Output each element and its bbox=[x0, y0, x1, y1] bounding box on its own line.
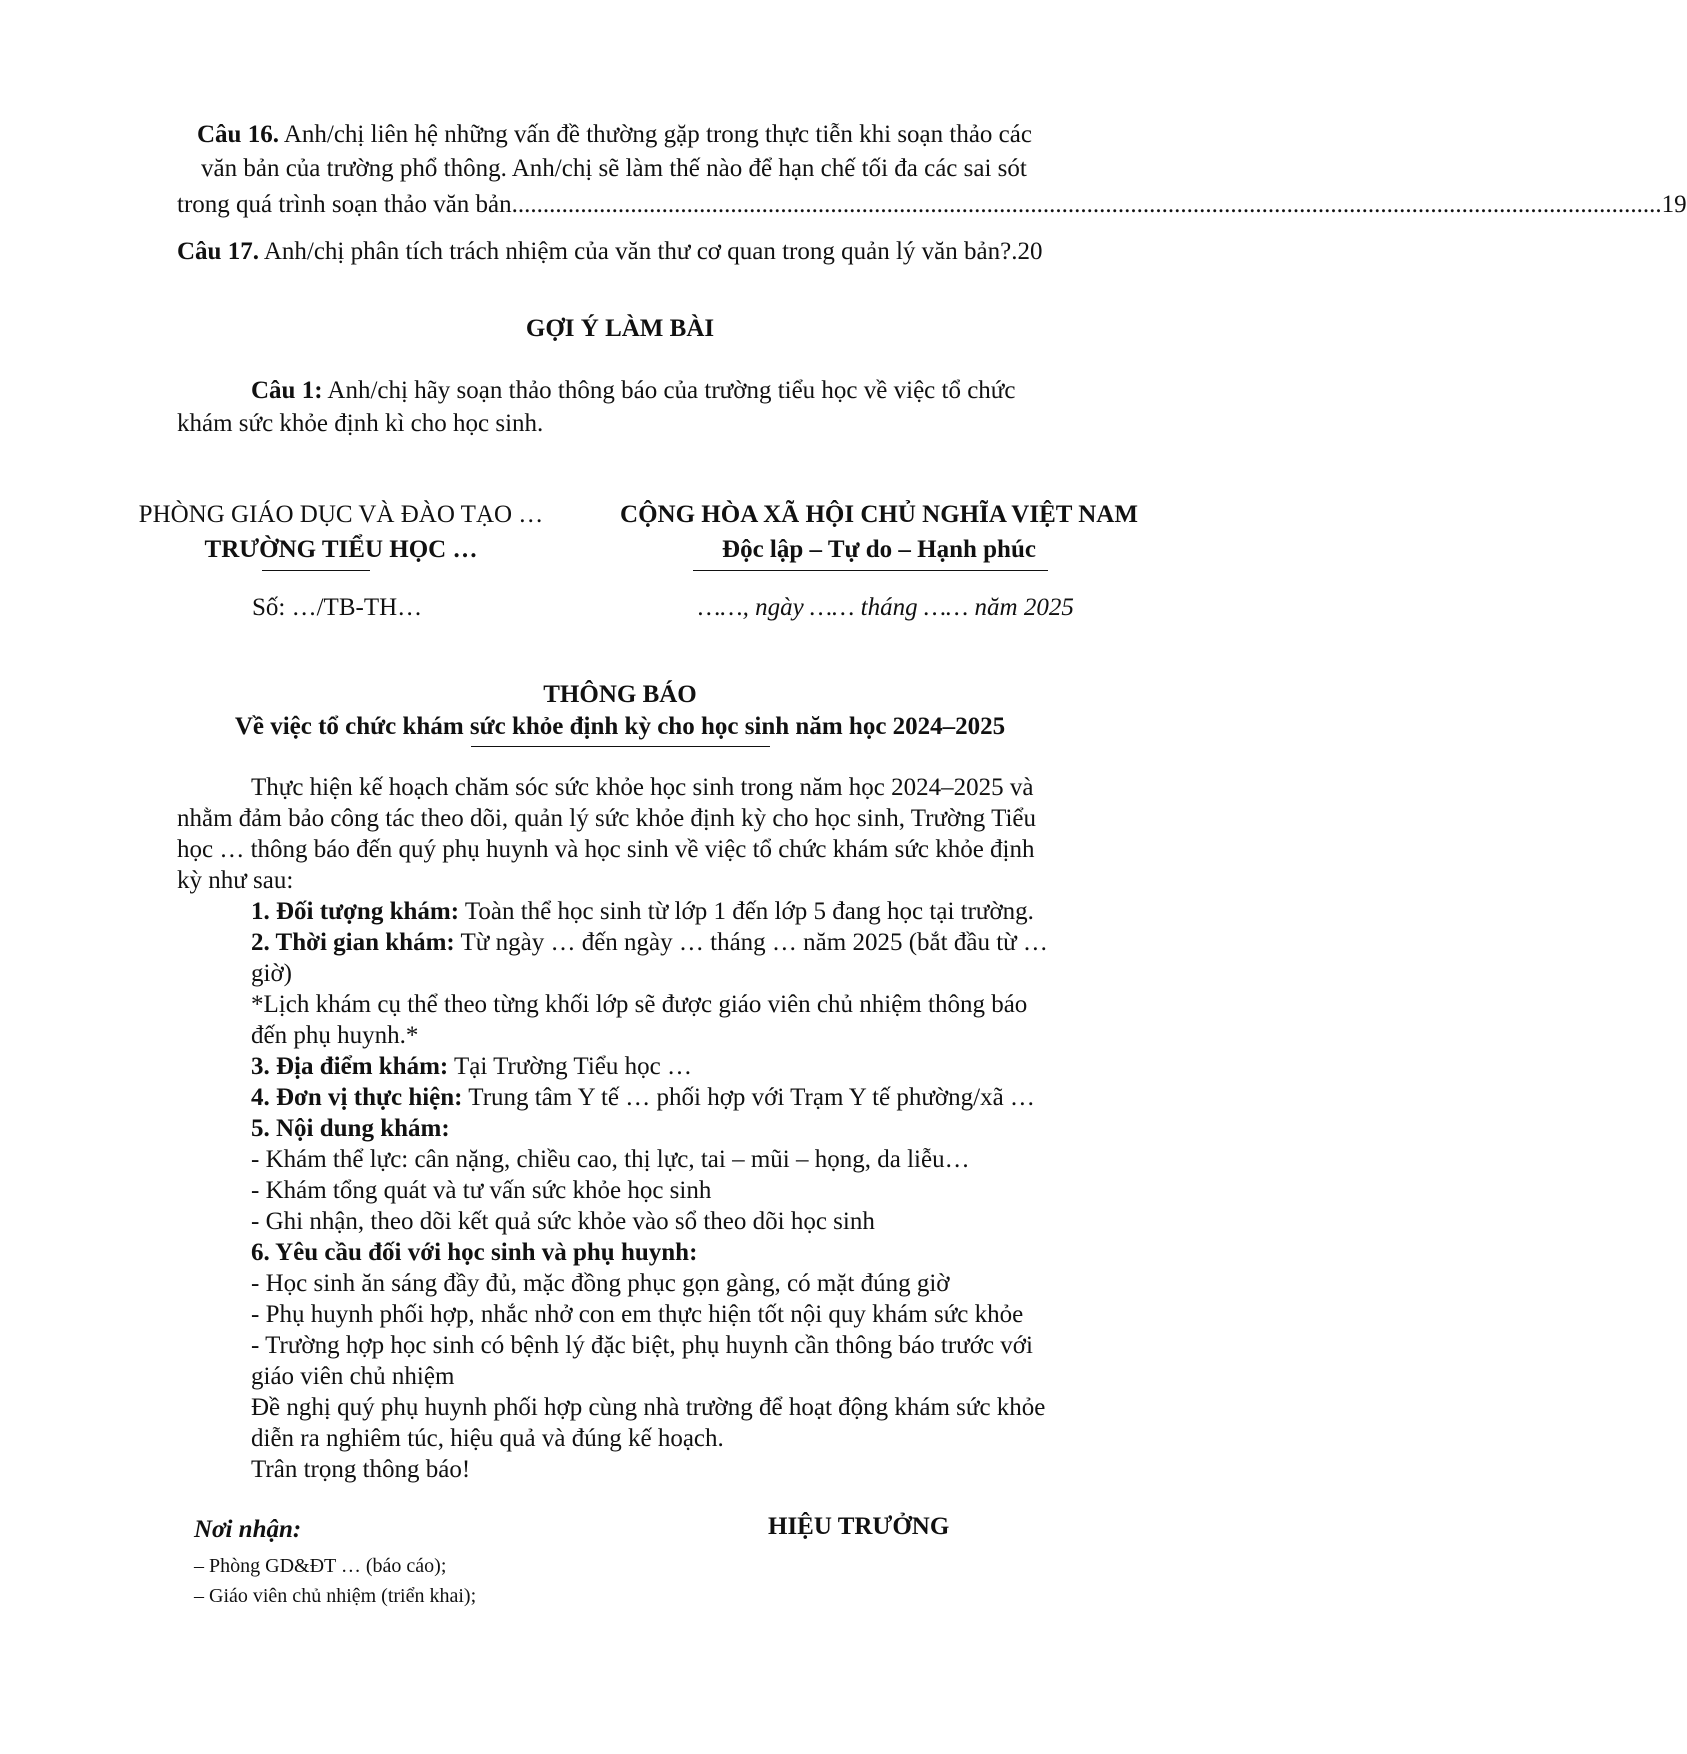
toc-q16-text-1: Anh/chị liên hệ những vấn đề thường gặp trong thực tiễn khi soạn thảo các bbox=[278, 121, 1032, 148]
notice-subtitle-underline bbox=[471, 746, 770, 747]
toc-q16-page: 19 bbox=[1661, 191, 1687, 218]
section-6-item-3: - Trường hợp học sinh có bệnh lý đặc biệt, phụ huynh cần thông báo trước với bbox=[251, 1332, 1033, 1359]
section-6-item-3-cont: giáo viên chủ nhiệm bbox=[251, 1363, 455, 1390]
recipients-label: Nơi nhận: bbox=[194, 1516, 302, 1543]
toc-q17-page: .20 bbox=[1011, 238, 1043, 265]
section-1-text: Toàn thể học sinh từ lớp 1 đến lớp 5 đang học tại trường. bbox=[459, 898, 1034, 925]
signer-title: HIỆU TRƯỞNG bbox=[768, 1513, 950, 1540]
recipient-1: – Phòng GD&ĐT … (báo cáo); bbox=[194, 1555, 447, 1577]
toc-leader-dots: ........................................................................................................................................................................................ bbox=[511, 191, 1662, 218]
toc-q17-label: Câu 17. bbox=[177, 238, 259, 265]
section-6-item-2: - Phụ huynh phối hợp, nhắc nhở con em thực hiện tốt nội quy khám sức khỏe bbox=[251, 1301, 1024, 1328]
section-3-label: 3. Địa điểm khám: bbox=[251, 1053, 449, 1080]
notice-title: THÔNG BÁO bbox=[543, 681, 697, 708]
section-4 bbox=[251, 1082, 1035, 1113]
section-5-label: 5. Nội dung khám: bbox=[251, 1115, 450, 1142]
header-motto-underline bbox=[693, 570, 1048, 571]
guide-heading: GỢI Ý LÀM BÀI bbox=[525, 315, 715, 342]
closing-line-2: diễn ra nghiêm túc, hiệu quả và đúng kế hoạch. bbox=[251, 1425, 724, 1452]
toc-q17-line bbox=[177, 236, 1042, 267]
guide-q1-label: Câu 1: bbox=[251, 377, 323, 404]
header-motto: Độc lập – Tự do – Hạnh phúc bbox=[722, 536, 1036, 563]
toc-q17-text: Anh/chị phân tích trách nhiệm của văn thư cơ quan trong quản lý văn bản? bbox=[258, 238, 1012, 265]
section-3 bbox=[251, 1051, 692, 1082]
section-2-label: 2. Thời gian khám: bbox=[251, 929, 455, 956]
header-nation: CỘNG HÒA XÃ HỘI CHỦ NGHĨA VIỆT NAM bbox=[620, 501, 1138, 528]
toc-q16-label: Câu 16. bbox=[197, 121, 279, 148]
header-school-underline bbox=[262, 570, 370, 571]
guide-q1-line1 bbox=[251, 375, 1015, 406]
section-5-item-2: - Khám tổng quát và tư vấn sức khỏe học sinh bbox=[251, 1177, 712, 1204]
header-date: ……, ngày …… tháng …… năm 2025 bbox=[698, 594, 1074, 621]
toc-q16-line1 bbox=[197, 119, 1032, 150]
section-2 bbox=[251, 927, 1048, 958]
section-2-text: Từ ngày … đến ngày … tháng … năm 2025 (bắt đầu từ … bbox=[454, 929, 1048, 956]
header-school: TRƯỜNG TIỂU HỌC … bbox=[204, 536, 478, 563]
section-6-item-1: - Học sinh ăn sáng đầy đủ, mặc đồng phục gọn gàng, có mặt đúng giờ bbox=[251, 1270, 950, 1297]
section-3-text: Tại Trường Tiểu học … bbox=[448, 1053, 692, 1080]
notice-subtitle: Về việc tổ chức khám sức khỏe định kỳ cho học sinh năm học 2024–2025 bbox=[234, 713, 1006, 740]
section-5-item-3: - Ghi nhận, theo dõi kết quả sức khỏe vào sổ theo dõi học sinh bbox=[251, 1208, 875, 1235]
section-5-item-1: - Khám thể lực: cân nặng, chiều cao, thị lực, tai – mũi – họng, da liễu… bbox=[251, 1146, 970, 1173]
intro-line-2: nhằm đảm bảo công tác theo dõi, quản lý sức khỏe định kỳ cho học sinh, Trường Tiểu bbox=[177, 805, 1036, 832]
toc-q16-line3 bbox=[177, 189, 1687, 220]
section-1-label: 1. Đối tượng khám: bbox=[251, 898, 460, 925]
header-agency: PHÒNG GIÁO DỤC VÀ ĐÀO TẠO … bbox=[138, 501, 544, 528]
intro-line-3: học … thông báo đến quý phụ huynh và học sinh về việc tổ chức khám sức khỏe định bbox=[177, 836, 1035, 863]
closing-line-3: Trân trọng thông báo! bbox=[251, 1456, 471, 1483]
intro-line-4: kỳ như sau: bbox=[177, 867, 294, 894]
header-number: Số: …/TB-TH… bbox=[252, 594, 423, 621]
recipient-2: – Giáo viên chủ nhiệm (triển khai); bbox=[194, 1585, 477, 1607]
section-1 bbox=[251, 896, 1034, 927]
closing-line-1: Đề nghị quý phụ huynh phối hợp cùng nhà trường để hoạt động khám sức khỏe bbox=[251, 1394, 1046, 1421]
section-4-label: 4. Đơn vị thực hiện: bbox=[251, 1084, 463, 1111]
toc-q16-line2: văn bản của trường phổ thông. Anh/chị sẽ làm thế nào để hạn chế tối đa các sai sót bbox=[201, 155, 1027, 182]
toc-q16-text-3: trong quá trình soạn thảo văn bản bbox=[177, 191, 512, 218]
guide-q1-text: Anh/chị hãy soạn thảo thông báo của trường tiểu học về việc tổ chức bbox=[322, 377, 1016, 404]
section-2-note-2: đến phụ huynh.* bbox=[251, 1022, 419, 1049]
section-6-label: 6. Yêu cầu đối với học sinh và phụ huynh: bbox=[251, 1239, 698, 1266]
section-4-text: Trung tâm Y tế … phối hợp với Trạm Y tế phường/xã … bbox=[462, 1084, 1035, 1111]
section-2-note-1: *Lịch khám cụ thể theo từng khối lớp sẽ được giáo viên chủ nhiệm thông báo bbox=[251, 991, 1028, 1018]
guide-q1-line2: khám sức khỏe định kì cho học sinh. bbox=[177, 410, 544, 437]
intro-line-1: Thực hiện kế hoạch chăm sóc sức khỏe học sinh trong năm học 2024–2025 và bbox=[251, 774, 1034, 801]
section-2-text-cont: giờ) bbox=[251, 960, 292, 987]
